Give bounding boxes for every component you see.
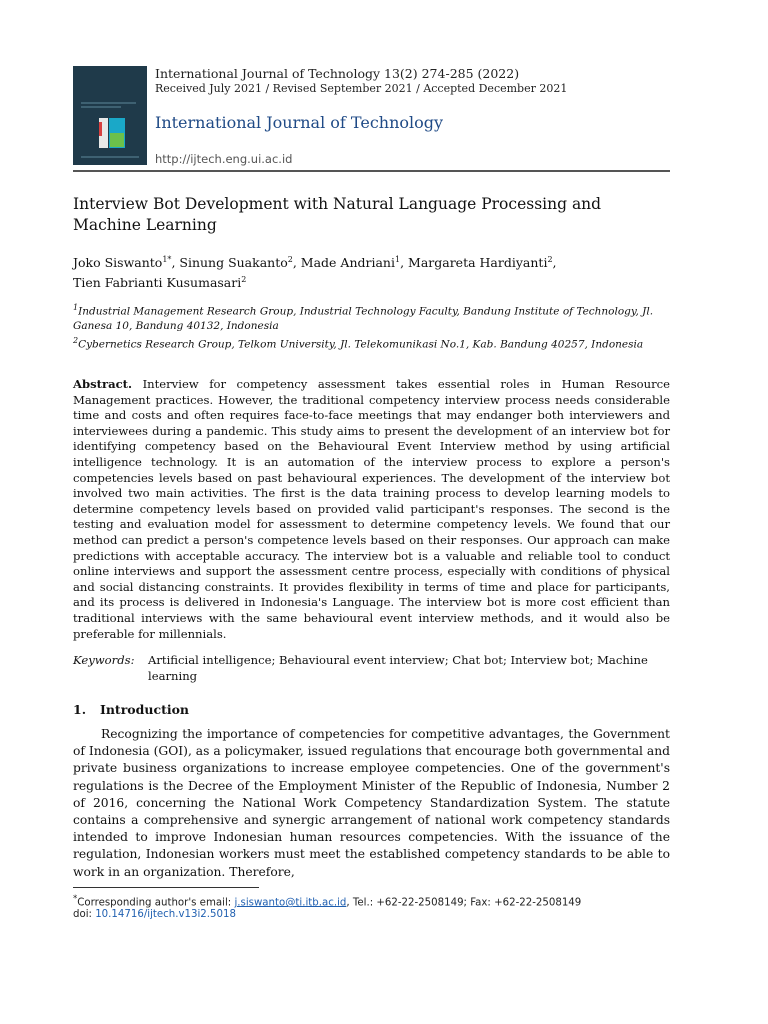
paper-title: Interview Bot Development with Natural Language Processing and Machine Learning [73,195,602,234]
corresponding-author-footnote [73,894,581,908]
author-name: Joko Siswanto [73,255,163,271]
author-affiliation-mark: 2 [547,255,553,264]
footnote-mark: * [73,894,78,904]
author-name: , Margareta Hardiyanti [400,255,548,271]
affiliation-mark: 2 [73,335,79,345]
cover-logo-accent [99,122,102,136]
section-number: 1. [73,702,87,717]
author-separator: , [552,255,557,271]
author-name: , Sinung Suakanto [171,255,288,271]
author-affiliation-mark: 1* [162,255,172,264]
doi-footnote [73,909,236,920]
cover-logo-accent [110,133,124,147]
doi-link[interactable]: 10.14716/ijtech.v13i2.5018 [95,909,236,920]
cover-decoration [81,102,136,104]
affiliation-2 [73,334,673,352]
keywords-label: Keywords: [73,653,135,667]
affiliation-mark: 1 [73,303,79,312]
author-affiliation-mark: 1 [394,255,401,264]
abstract-label: Abstract. [73,377,133,391]
affiliation-text: Cybernetics Research Group, Telkom University, Jl. Telekomunikasi No.1, Kab. Bandung 40257, Indonesia [78,338,644,350]
abstract [73,377,670,642]
affiliation-1 [73,301,673,334]
header-rule [73,170,670,172]
intro-paragraph: Recognizing the importance of competencies for competitive advantages, the Government of Indonesia (GOI), as a policymaker, issued regulations that encourage both governmental and private business organizations to increase employee competencies. One of the government's regulations is the Decree of the Employment Minister of the Republic of Indonesia, Number 2 of 2016, concerning the National Work Competency Standardization System. The statute contains a comprehensive and synergic arrangement of national work competency standards intended to improve Indonesian human resources competencies. With the issuance of the regulation, Indonesian workers must meet the established competency standards to be able to work in an organization. Therefore, [73,727,670,879]
footnote-rule [73,887,259,888]
author-email-link[interactable]: j.siswanto@ti.itb.ac.id [234,897,347,909]
footnote-text: Corresponding author's email: [77,897,235,909]
keywords-text: Artificial intelligence; Behavioural event interview; Chat bot; Interview bot; Machine learning [148,653,648,683]
abstract-text: Interview for competency assessment takes essential roles in Human Resource Management practices. However, the traditional competency interview process needs considerable time and costs and often requires face-to-face meetings that may endanger both interviewers and interviewees during a pandemic. This study aims to present the development of an interview bot for identifying competency based on the Behavioural Event Interview method by using artificial intelligence technology. It is an automation of the interview process to explore a person's competencies levels based on past behavioural experiences. The development of the interview bot involved two main activities. The first is the data training process to develop learning models to determine competency levels based on provided valid participant's responses. The second is the testing and evaluation model for assessment to determine competency levels. We found that our method can predict a person's competence levels based on their responses. Our approach can make predictions with acceptable accuracy. The interview bot is a valuable and reliable tool to conduct online interviews and support the assessment centre process, especially with conditions of physical and social distancing constraints. It provides flexibility in terms of time and place for participants, and its process is delivered in Indonesia's Language. The interview bot is more cost efficient than traditional interviews with the same behavioural event interview methods, and it would also be preferable for millennials. [73,377,670,641]
received-dates: Received July 2021 / Revised September 2021 / Accepted December 2021 [155,82,568,95]
journal-url[interactable]: http://ijtech.eng.ui.ac.id [155,152,293,166]
author-name: , Made Andriani [292,255,395,271]
author-affiliation-mark: 2 [241,275,247,285]
journal-name: International Journal of Technology [155,113,444,132]
section-title: Introduction [100,702,190,717]
affiliation-text: Industrial Management Research Group, Industrial Technology Faculty, Bandung Institute of Technology, Jl. Ganesa 10, Bandung 40132, Indonesia [73,305,654,332]
doi-label: doi: [73,909,96,920]
section-heading [73,702,189,717]
author-name: Tien Fabrianti Kusumasari [73,275,242,291]
author-list [73,251,673,291]
cover-decoration [81,106,121,108]
footnote-text: , Tel.: +62-22-2508149; Fax: +62-22-2508149 [346,897,582,909]
cover-decoration [81,156,139,158]
journal-citation: International Journal of Technology 13(2) 274-285 (2022) [155,66,520,81]
affiliations [73,301,673,352]
journal-cover-image [73,66,147,165]
author-affiliation-mark: 2 [287,255,293,264]
